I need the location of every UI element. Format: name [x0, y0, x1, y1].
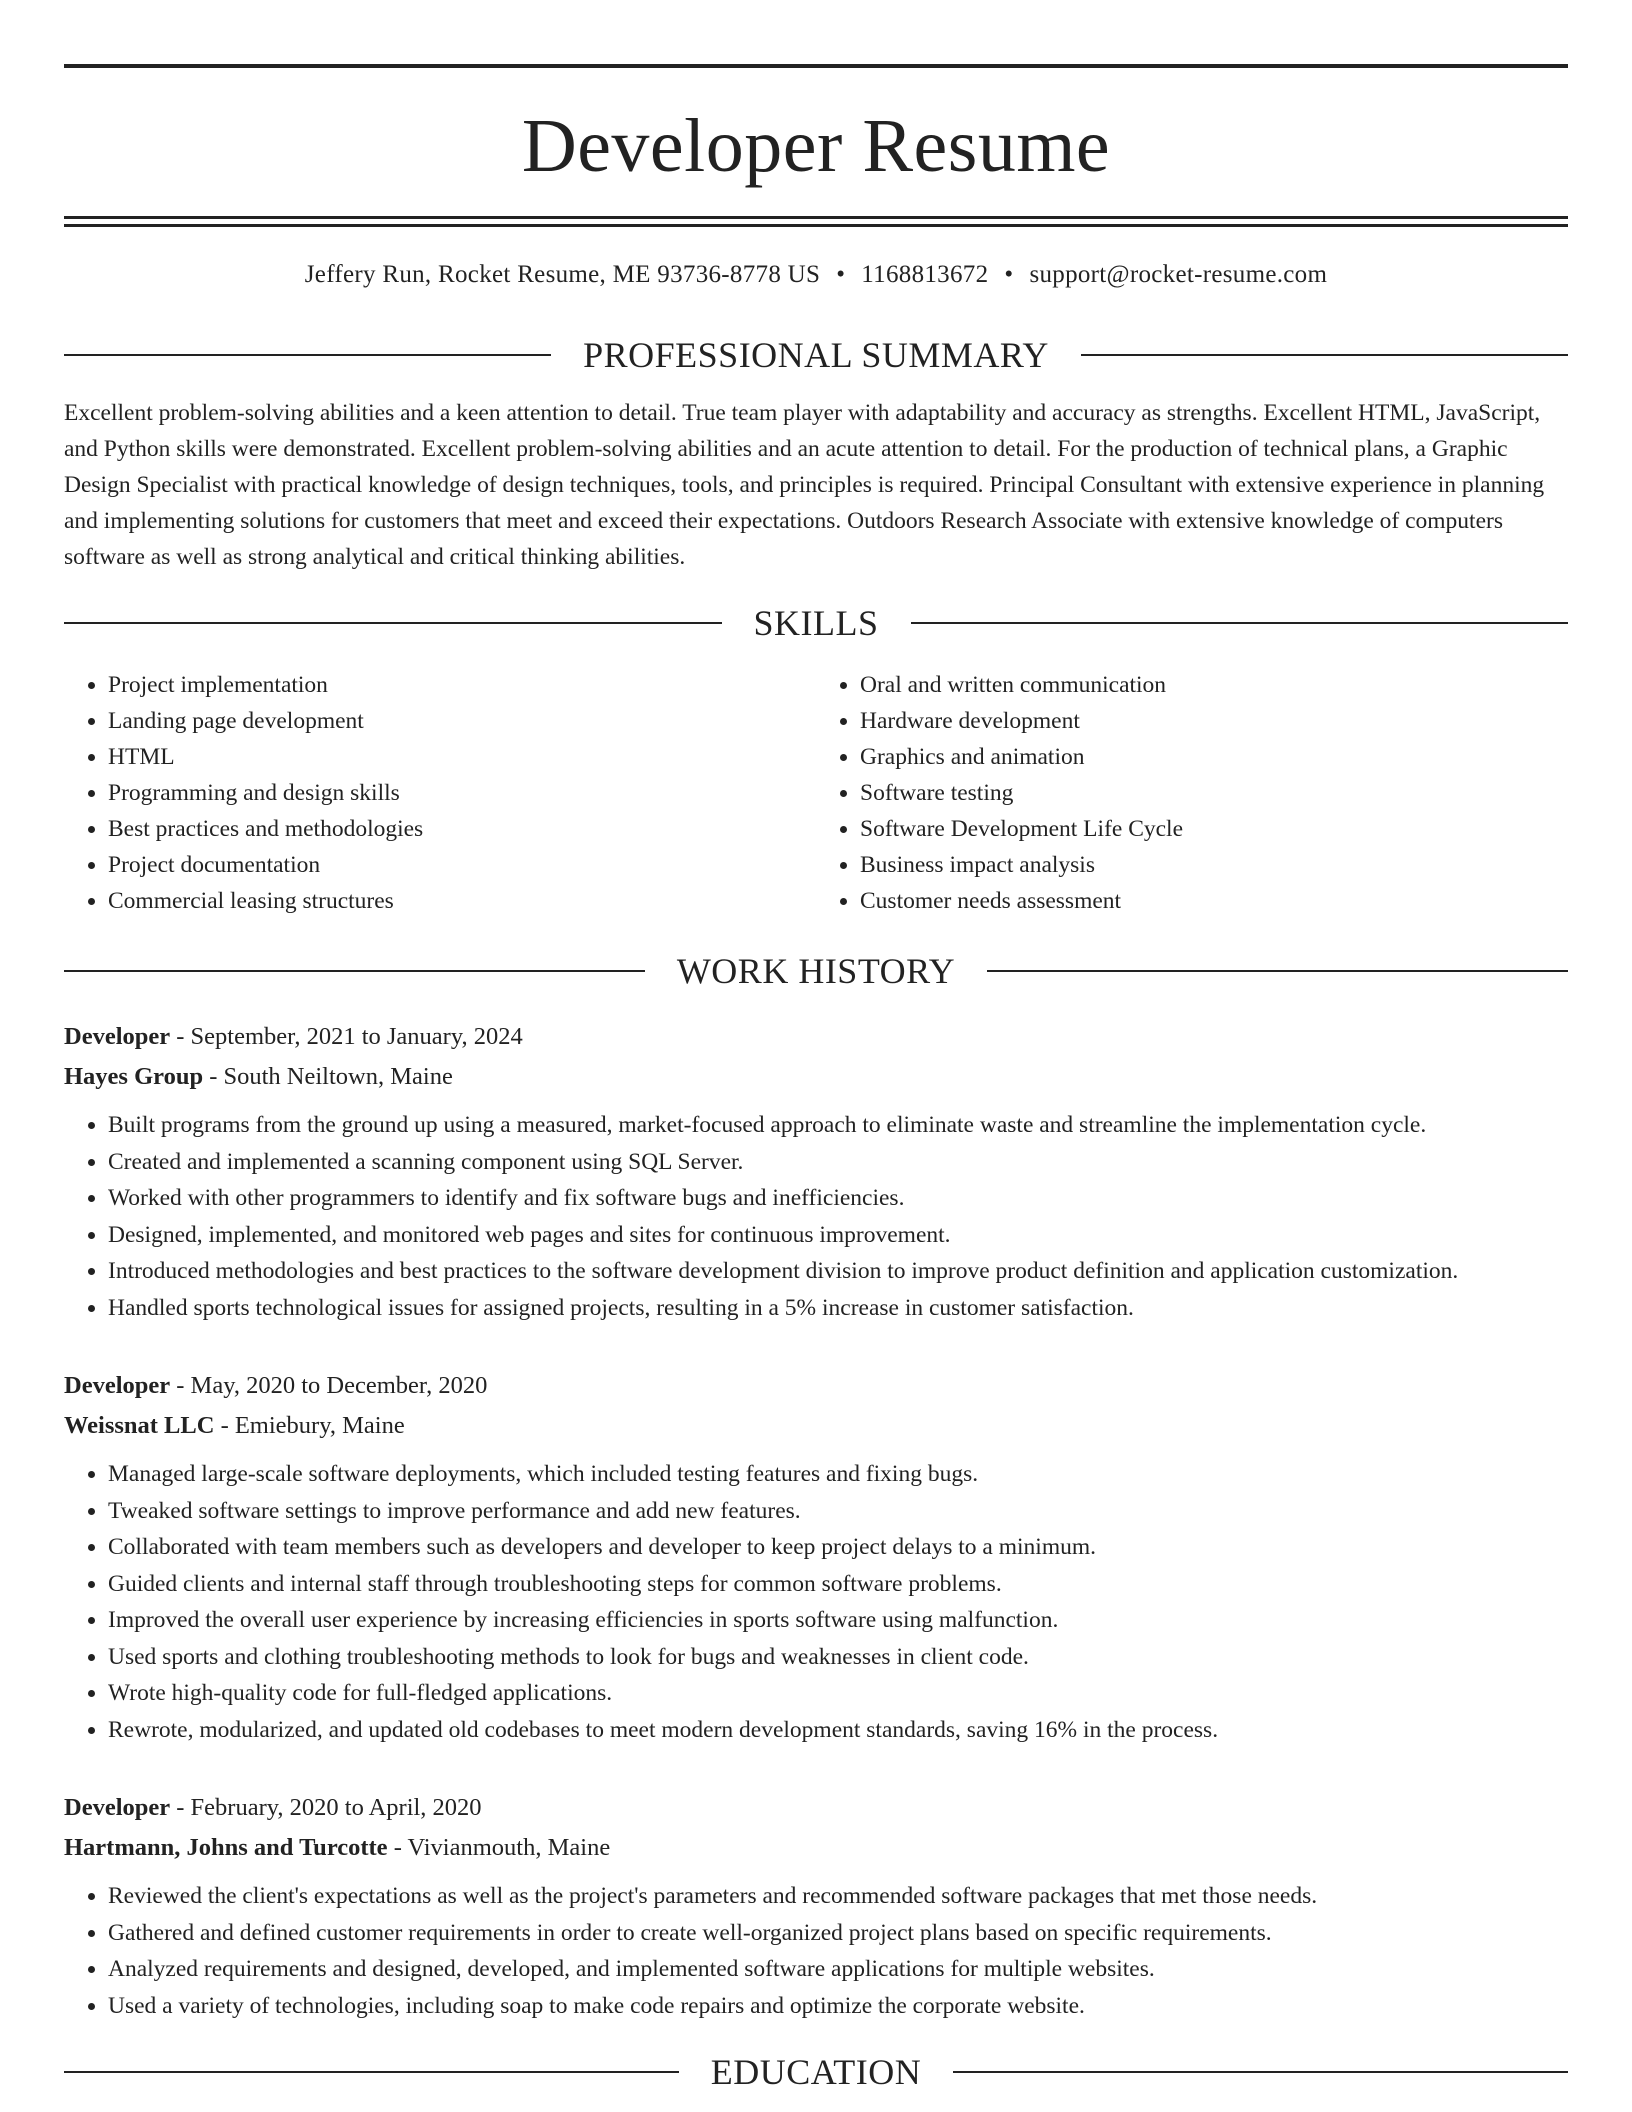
job-bullet: • Designed, implemented, and monitored web pages and sites for continuous improvement.: [108, 1217, 1568, 1254]
skill-item: • HTML: [108, 739, 816, 775]
skill-item: • Landing page development: [108, 703, 816, 739]
skill-item: • Business impact analysis: [860, 847, 1568, 883]
section-title: PROFESSIONAL SUMMARY: [583, 335, 1049, 375]
skill-item: • Software testing: [860, 775, 1568, 811]
contact-phone: 1168813672: [861, 261, 989, 288]
job-company: Hayes Group: [64, 1063, 204, 1090]
summary-text: Excellent problem-solving abilities and a keen attention to detail. True team player with adaptability and accuracy as strengths. Excellent HTML, JavaScript, and Python skills were demonstrated. Excellent problem-solving abilities and an acute attention to detail. For the production of technical plans, a Graphic Design Specialist with practical knowledge of design techniques, tools, and principles is required. Principal Consultant with extensive experience in planning and implementing solutions for customers that meet and exceed their expectations. Outdoors Research Associate with extensive knowledge of computers software as well as strong analytical and critical thinking abilities.: [64, 400, 1545, 570]
job-entry: [64, 1017, 1568, 1326]
skills-list: [64, 667, 1568, 919]
job-company-line: [64, 1406, 1568, 1446]
job-bullet: • Gathered and defined customer requirements in order to create well-organized project plans based on specific requirements.: [108, 1915, 1568, 1952]
job-title-line: [64, 1366, 1568, 1406]
skill-item: • Project implementation: [108, 667, 816, 703]
heading-rule: [911, 622, 1569, 624]
job-company-line: [64, 1057, 1568, 1097]
job-role: Developer: [64, 1023, 171, 1050]
job-role: Developer: [64, 1794, 171, 1821]
title-double-rule: [64, 216, 1568, 227]
section-heading-skills: [64, 605, 1568, 641]
section-title: EDUCATION: [710, 2052, 922, 2092]
job-bullets: [64, 1878, 1568, 2024]
skills-column-right: [816, 667, 1568, 919]
job-bullet: • Wrote high-quality code for full-fledged applications.: [108, 1675, 1568, 1712]
heading-rule: [1081, 354, 1568, 356]
resume-title: Developer Resume: [521, 104, 1111, 188]
job-bullet: • Managed large-scale software deployments, which included testing features and fixing bugs.: [108, 1456, 1568, 1493]
skill-item: • Graphics and animation: [860, 739, 1568, 775]
heading-rule: [64, 354, 551, 356]
job-bullet: • Guided clients and internal staff through troubleshooting steps for common software problems.: [108, 1566, 1568, 1603]
job-role: Developer: [64, 1372, 171, 1399]
job-bullets: [64, 1107, 1568, 1326]
heading-rule: [987, 970, 1568, 972]
job-bullet: • Improved the overall user experience by increasing efficiencies in sports software using malfunction.: [108, 1602, 1568, 1639]
contact-line: [64, 261, 1568, 289]
job-dates: - February, 2020 to April, 2020: [170, 1794, 482, 1821]
skill-item: • Best practices and methodologies: [108, 811, 816, 847]
section-title: WORK HISTORY: [676, 951, 956, 991]
section-heading-education: [64, 2054, 1568, 2090]
skill-item: • Oral and written communication: [860, 667, 1568, 703]
contact-address: Jeffery Run, Rocket Resume, ME 93736-8778 US: [304, 261, 821, 288]
heading-rule: [64, 2071, 679, 2073]
job-location: - Vivianmouth, Maine: [387, 1834, 611, 1861]
contact-separator: •: [836, 261, 846, 288]
contact-email: support@rocket-resume.com: [1029, 261, 1328, 288]
job-bullet: • Rewrote, modularized, and updated old codebases to meet modern development standards, saving 16% in the process.: [108, 1712, 1568, 1749]
job-company: Hartmann, Johns and Turcotte: [64, 1834, 388, 1861]
job-title-line: [64, 1017, 1568, 1057]
job-bullet: • Built programs from the ground up using a measured, market-focused approach to eliminate waste and streamline the implementation cycle.: [108, 1107, 1568, 1144]
job-bullet: • Reviewed the client's expectations as well as the project's parameters and recommended software packages that met those needs.: [108, 1878, 1568, 1915]
job-location: - South Neiltown, Maine: [203, 1063, 453, 1090]
skill-item: • Commercial leasing structures: [108, 883, 816, 919]
contact-separator: •: [1004, 261, 1014, 288]
job-bullet: • Tweaked software settings to improve performance and add new features.: [108, 1493, 1568, 1530]
section-title: SKILLS: [753, 603, 879, 643]
job-company-line: [64, 1828, 1568, 1868]
job-dates: - September, 2021 to January, 2024: [170, 1023, 523, 1050]
skill-item: • Project documentation: [108, 847, 816, 883]
job-dates: - May, 2020 to December, 2020: [170, 1372, 488, 1399]
skill-item: • Customer needs assessment: [860, 883, 1568, 919]
heading-rule: [64, 622, 722, 624]
skills-column-left: [64, 667, 816, 919]
top-rule: [64, 64, 1568, 68]
job-bullet: • Handled sports technological issues for assigned projects, resulting in a 5% increase in customer satisfaction.: [108, 1290, 1568, 1327]
heading-rule: [64, 970, 645, 972]
job-entry: [64, 1366, 1568, 1748]
job-bullet: • Worked with other programmers to identify and fix software bugs and inefficiencies.: [108, 1180, 1568, 1217]
job-company: Weissnat LLC: [64, 1412, 215, 1439]
section-heading-work: [64, 953, 1568, 989]
job-title-line: [64, 1788, 1568, 1828]
skill-item: • Software Development Life Cycle: [860, 811, 1568, 847]
skill-item: • Hardware development: [860, 703, 1568, 739]
job-location: - Emiebury, Maine: [214, 1412, 405, 1439]
section-heading-summary: [64, 337, 1568, 373]
job-bullet: • Created and implemented a scanning component using SQL Server.: [108, 1144, 1568, 1181]
job-bullet: • Collaborated with team members such as developers and developer to keep project delays to a minimum.: [108, 1529, 1568, 1566]
job-bullet: • Used sports and clothing troubleshooting methods to look for bugs and weaknesses in client code.: [108, 1639, 1568, 1676]
job-bullets: [64, 1456, 1568, 1748]
job-bullet: • Introduced methodologies and best practices to the software development division to improve product definition and application customization.: [108, 1253, 1568, 1290]
job-bullet: • Analyzed requirements and designed, developed, and implemented software applications for multiple websites.: [108, 1951, 1568, 1988]
skill-item: • Programming and design skills: [108, 775, 816, 811]
job-entry: [64, 1788, 1568, 2024]
heading-rule: [953, 2071, 1568, 2073]
job-bullet: • Used a variety of technologies, including soap to make code repairs and optimize the corporate website.: [108, 1988, 1568, 2025]
